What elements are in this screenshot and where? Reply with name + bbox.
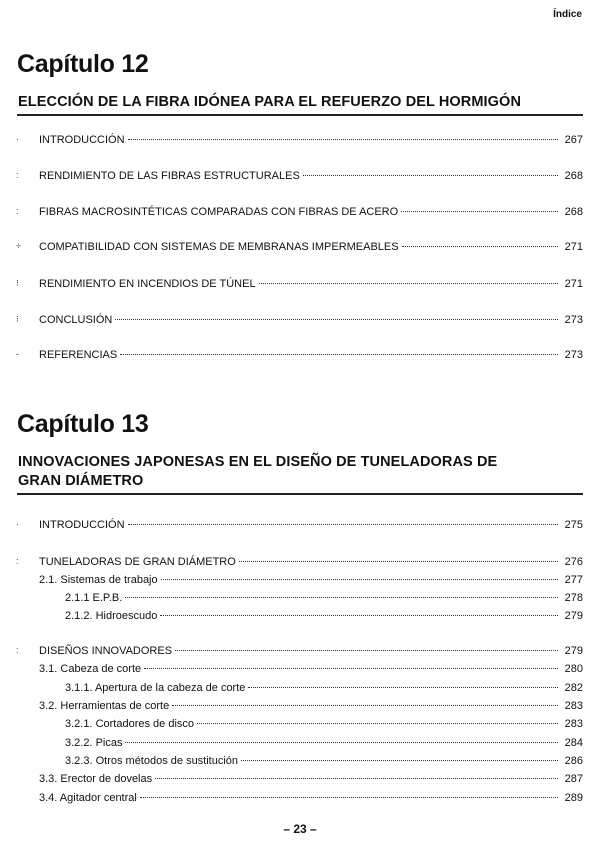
entry-title: TUNELADORAS DE GRAN DIÁMETRO <box>39 556 236 568</box>
entry-title: 3.4. Agitador central <box>39 792 137 804</box>
chapter-12-title: Capítulo 12 <box>17 50 149 78</box>
toc-entry[interactable] <box>0 241 600 257</box>
toc-entry[interactable] <box>0 349 600 365</box>
toc-entry[interactable] <box>0 519 600 535</box>
dot-leader <box>120 354 558 355</box>
entry-title: 2.1. Sistemas de trabajo <box>39 574 158 586</box>
entry-marker: ⁝ <box>16 278 19 288</box>
toc-entry[interactable] <box>0 645 600 661</box>
dot-leader <box>401 211 558 212</box>
toc-entry[interactable] <box>0 170 600 186</box>
entry-page-number: 284 <box>564 737 583 749</box>
dot-leader <box>402 246 558 247</box>
entry-title: INTRODUCCIÓN <box>39 519 125 531</box>
entry-title: RENDIMIENTO DE LAS FIBRAS ESTRUCTURALES <box>39 170 300 182</box>
entry-title: INTRODUCCIÓN <box>39 134 125 146</box>
entry-page-number: 271 <box>564 278 583 290</box>
entry-page-number: 273 <box>564 349 583 361</box>
entry-marker: ⁝ <box>16 314 19 324</box>
entry-page-number: 268 <box>564 170 583 182</box>
entry-title: 3.2.2. Picas <box>65 737 123 749</box>
entry-marker: - <box>16 349 19 359</box>
dot-leader <box>115 319 558 320</box>
entry-marker: ÷ <box>16 241 21 251</box>
entry-title: 3.2. Herramientas de corte <box>39 700 170 712</box>
entry-page-number: 283 <box>564 718 583 730</box>
entry-title: 3.2.1. Cortadores de disco <box>65 718 195 730</box>
dot-leader <box>239 561 558 562</box>
dot-leader <box>125 742 558 743</box>
entry-title: 3.1.1. Apertura de la cabeza de corte <box>65 682 246 694</box>
toc-entry[interactable] <box>0 134 600 150</box>
entry-marker: : <box>16 206 19 216</box>
dot-leader <box>128 139 558 140</box>
toc-entry[interactable] <box>0 610 600 626</box>
dot-leader <box>128 524 558 525</box>
toc-entry[interactable] <box>0 755 600 771</box>
chapter-12-rule <box>17 114 583 116</box>
toc-entry[interactable] <box>0 556 600 572</box>
dot-leader <box>197 723 558 724</box>
dot-leader <box>172 705 558 706</box>
toc-entry[interactable] <box>0 206 600 222</box>
chapter-12-subtitle: ELECCIÓN DE LA FIBRA IDÓNEA PARA EL REFUERZO DEL HORMIGÓN <box>18 94 522 110</box>
dot-leader <box>161 579 558 580</box>
chapter-13-subtitle-line-1: INNOVACIONES JAPONESAS EN EL DISEÑO DE TUNELADORAS DE <box>18 454 498 470</box>
entry-title: REFERENCIAS <box>39 349 118 361</box>
dot-leader <box>241 760 558 761</box>
entry-page-number: 283 <box>564 700 583 712</box>
toc-entry[interactable] <box>0 592 600 608</box>
entry-page-number: 280 <box>564 663 583 675</box>
toc-entry[interactable] <box>0 700 600 716</box>
chapter-13-subtitle-line-2: GRAN DIÁMETRO <box>18 473 144 489</box>
toc-entry[interactable] <box>0 792 600 808</box>
toc-entry[interactable] <box>0 574 600 590</box>
toc-entry[interactable] <box>0 314 600 330</box>
dot-leader <box>155 778 558 779</box>
entry-page-number: 267 <box>564 134 583 146</box>
entry-title: 3.1. Cabeza de corte <box>39 663 142 675</box>
entry-page-number: 279 <box>564 645 583 657</box>
entry-marker: · <box>16 519 19 529</box>
toc-entry[interactable] <box>0 773 600 789</box>
page-number-footer: – 23 – <box>283 822 317 836</box>
chapter-13-rule <box>17 493 583 495</box>
toc-entry[interactable] <box>0 278 600 294</box>
entry-page-number: 277 <box>564 574 583 586</box>
entry-marker: : <box>16 645 19 655</box>
entry-page-number: 278 <box>564 592 583 604</box>
entry-marker: : <box>16 556 19 566</box>
entry-title: COMPATIBILIDAD CON SISTEMAS DE MEMBRANAS IMPERMEABLES <box>39 241 399 253</box>
entry-title: 3.2.3. Otros métodos de sustitución <box>65 755 239 767</box>
entry-page-number: 275 <box>564 519 583 531</box>
entry-title: DISEÑOS INNOVADORES <box>39 645 173 657</box>
chapter-13-title: Capítulo 13 <box>17 410 149 438</box>
entry-page-number: 282 <box>564 682 583 694</box>
dot-leader <box>259 283 558 284</box>
entry-title: 2.1.1 E.P.B. <box>65 592 123 604</box>
dot-leader <box>248 687 558 688</box>
dot-leader <box>160 615 558 616</box>
entry-page-number: 286 <box>564 755 583 767</box>
entry-marker: · <box>16 134 19 144</box>
dot-leader <box>175 650 558 651</box>
dot-leader <box>125 597 558 598</box>
toc-entry[interactable] <box>0 737 600 753</box>
toc-entry[interactable] <box>0 663 600 679</box>
dot-leader <box>144 668 558 669</box>
entry-page-number: 271 <box>564 241 583 253</box>
entry-page-number: 287 <box>564 773 583 785</box>
toc-entry[interactable] <box>0 718 600 734</box>
entry-title: 3.3. Erector de dovelas <box>39 773 153 785</box>
dot-leader <box>303 175 558 176</box>
entry-title: CONCLUSIÓN <box>39 314 113 326</box>
entry-title: FIBRAS MACROSINTÉTICAS COMPARADAS CON FIBRAS DE ACERO <box>39 206 399 218</box>
toc-entry[interactable] <box>0 682 600 698</box>
entry-page-number: 273 <box>564 314 583 326</box>
entry-page-number: 289 <box>564 792 583 804</box>
entry-title: RENDIMIENTO EN INCENDIOS DE TÚNEL <box>39 278 256 290</box>
entry-page-number: 279 <box>564 610 583 622</box>
entry-marker: : <box>16 170 19 180</box>
entry-page-number: 268 <box>564 206 583 218</box>
running-header: Índice <box>553 9 582 20</box>
entry-page-number: 276 <box>564 556 583 568</box>
entry-title: 2.1.2. Hidroescudo <box>65 610 158 622</box>
dot-leader <box>140 797 558 798</box>
